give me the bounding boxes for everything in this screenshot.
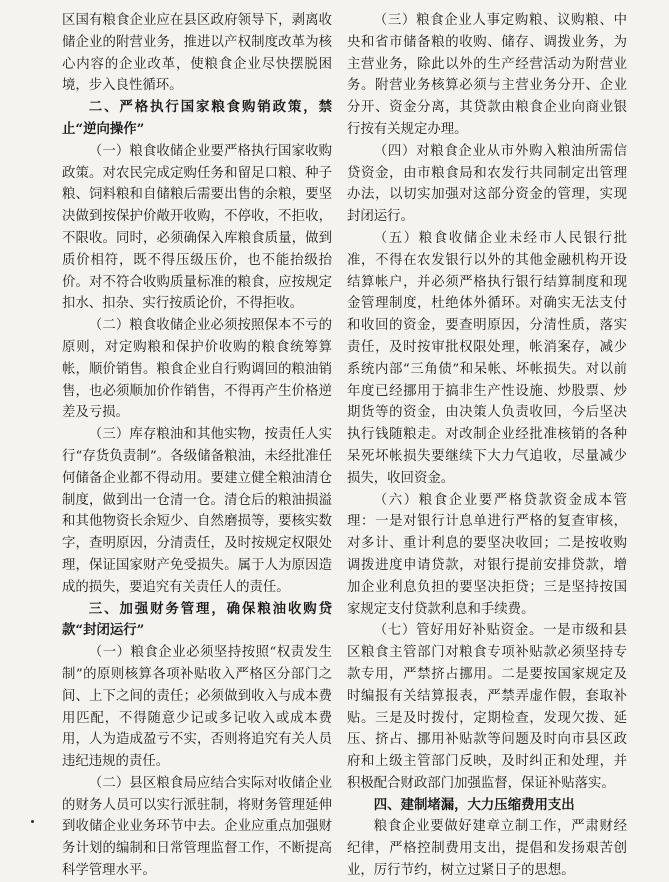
left-section-heading: 三、加强财务管理，确保粮油收购贷款“封闭运行” xyxy=(62,600,332,639)
scan-speck xyxy=(31,820,34,823)
right-paragraph: （三）粮食企业人事定购粮、议购粮、中央和省市储备粮的收购、储存、调拨业务，为主营业务，除此以外的生产经营活动为附营业务。附营业务核算必须与主营业务分开、企业分开、资金分离，其贷款由粮食企业向商业银行按有关规定办理。 xyxy=(347,13,627,137)
left-paragraph: （三）库存粮油和其他实物，按责任人实行“存货负责制”。各级储备粮油，未经批准任何储备企业都不得动用。要建立健全粮油清仓制度，做到出一仓清一仓。清仓后的粮油损溢和其他物资长余短少、自然磨损等，要核实数字，查明原因，分清责任，及时按规定权限处理，保证国家财产免受损失。属于人为原因造成的损失，要追究有关责任人的责任。 xyxy=(62,427,332,595)
right-paragraph: （四）对粮食企业从市外购入粮油所需信贷资金，由市粮食局和农发行共同制定出管理办法，以切实加强对这部分资金的管理，实现封闭运行。 xyxy=(347,143,627,225)
right-paragraph: 粮食企业要做好建章立制工作，严肃财经纪律，严格控制费用支出，提倡和发扬艰苦创业，厉行节约，树立过紧日子的思想。 xyxy=(347,819,627,879)
right-column xyxy=(347,10,627,879)
left-paragraph: 区国有粮食企业应在县区政府领导下，剥离收储企业的附营业务，推进以产权制度改革为核心内容的企业改革，使粮食企业尽快摆脱困境，步入良性循环。 xyxy=(62,13,332,94)
right-section-heading: 四、建制堵漏，大力压缩费用支出 xyxy=(373,796,575,813)
left-section-heading: 二、严格执行国家粮食购销政策，禁止“逆向操作” xyxy=(62,99,332,137)
right-paragraph: （五）粮食收储企业未经市人民银行批准，不得在农发银行以外的其他金融机构开设结算帐户，并必须严格执行银行结算制度和现金管理制度，杜绝体外循环。对确实无法支付和收回的资金，要查明原因，分清性质，落实责任，及时按审批权限处理，帐消案存，减少系统内部“三角债”和呆帐、坏帐损失。对以前年度已经挪用于搞非生产性设施、炒股票、炒期货等的资金，由决策人负责收回，今后坚决执行钱随粮走。对改制企业经批准核销的各种呆死坏帐损失要继续下大力气追收，尽量减少损失，收回资金。 xyxy=(347,230,627,486)
left-paragraph: （一）粮食收储企业要严格执行国家收购政策。对农民完成定购任务和留足口粮、种子粮、饲料粮和自储粮后需要出售的余粮，要坚决做到按保护价敞开收购，不停收，不拒收，不限收。同时，必须确保入库粮食质量，做到质价相符，既不得压级压价，也不能抬级抬价。对不符合收购质量标准的粮食，应按规定扣水、扣杂、实行按质论价，不得拒收。 xyxy=(62,143,332,312)
right-paragraph: （七）管好用好补贴资金。一是市级和县区粮食主管部门对粮食专项补贴款必须坚持专款专用，严禁挤占挪用。二是要按国家规定及时编报有关结算报表，严禁弄虚作假，套取补贴。三是及时拨付，定期检查，发现欠拨、延压、挤占、挪用补贴款等问题及时向市县区政府和上级主管部门反映，及时纠正和处理，并积极配合财政部门加强监督，保证补贴落实。 xyxy=(347,623,627,791)
left-paragraph: （二）县区粮食局应结合实际对收储企业的财务人员可以实行派驻制，将财务管理延伸到收储企业业务环节中去。企业应重点加强财务计划的编制和日常管理监督工作，不断提高科学管理水平。 xyxy=(62,775,332,879)
left-paragraph: （二）粮食收储企业必须按照保本不亏的原则，对定购粮和保护价收购的粮食统筹算帐，顺价销售。粮食企业自行购调回的粮油销售，也必须顺加价作销售，不得再产生价格逆差及亏损。 xyxy=(62,318,332,421)
left-paragraph: （一）粮食企业必须坚持按照“权责发生制”的原则核算各项补贴收入严格区分部门之间、上下之间的责任；必须做到收入与成本费用匹配，不得随意少记或多记收入或成本费用，人为造成盈亏不实，否则将追究有关人员违纪违规的责任。 xyxy=(62,645,332,770)
right-paragraph: （六）粮食企业要严格贷款资金成本管理：一是对银行计息单进行严格的复查审核，对多计、重计利息的要坚决收回；二是按收购调拨进度申请贷款，对银行提前安排贷款，增加企业利息负担的要坚决拒贷；三是坚持按国家规定支付贷款利息和手续费。 xyxy=(347,492,627,617)
left-column xyxy=(62,10,332,879)
